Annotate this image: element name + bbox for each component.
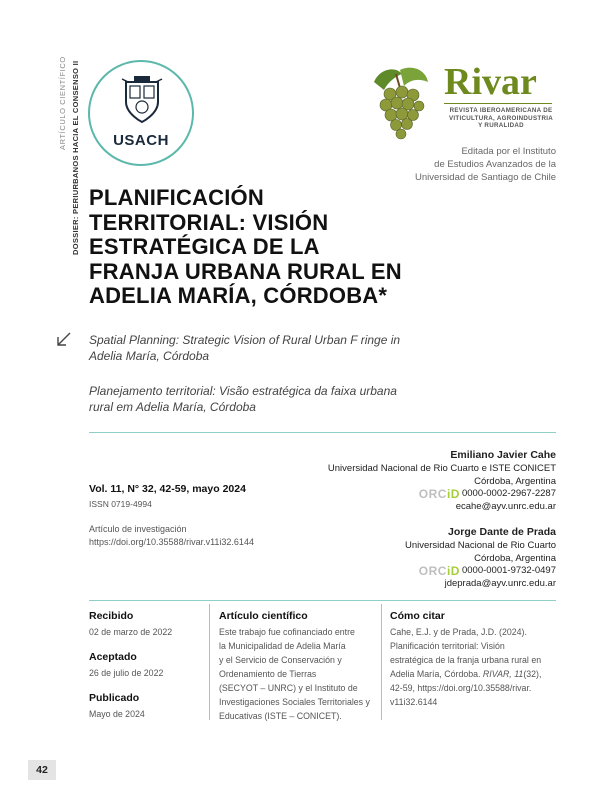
doi-link[interactable]: https://doi.org/10.35588/rivar.v11i32.6144	[89, 537, 254, 547]
citation-label: Cómo citar	[390, 610, 445, 622]
divider	[89, 432, 556, 433]
page-number: 42	[28, 760, 56, 780]
usach-shield-icon	[120, 76, 164, 124]
funding-label: Artículo científico	[219, 610, 308, 622]
grapes-icon	[366, 64, 432, 142]
author-email-link[interactable]: ecahe@ayv.unrc.edu.ar	[455, 500, 556, 512]
column-divider	[381, 604, 382, 720]
received-date: 02 de marzo de 2022	[89, 627, 173, 637]
side-label-article-type: ARTÍCULO CIENTÍFICO	[58, 56, 67, 150]
author-orcid-link[interactable]: 0000-0002-2967-2287	[461, 488, 556, 499]
citation-text: Cahe, E.J. y de Prada, J.D. (2024). Planificación territorial: Visión estratégica de la franja urbana rural en Adelia María, Córdoba. RIVAR, 11(32), 42-59, https://doi.org/10.35588/rivar. v11i32.6144	[390, 627, 542, 707]
orcid-logo: ORCiD	[418, 487, 460, 501]
orcid-logo: ORCiD	[418, 564, 460, 578]
published-date: Mayo de 2024	[89, 709, 145, 719]
volume-info: Vol. 11, N° 32, 42-59, mayo 2024	[89, 483, 246, 495]
usach-logo	[88, 60, 194, 166]
author-orcid-link[interactable]: 0000-0001-9732-0497	[461, 565, 556, 576]
author-affiliation: Universidad Nacional de Rio Cuarto e ISTE CONICET	[327, 463, 556, 474]
article-title: PLANIFICACIÓN TERRITORIAL: VISIÓN ESTRATÉGICA DE LA FRANJA URBANA RURAL EN ADELIA MARÍA, CÓRDOBA*	[89, 185, 402, 308]
alt-title-portuguese: Planejamento territorial: Visão estratégica da faixa urbana rural em Adelia María, Córdoba	[89, 384, 397, 414]
author-name: Jorge Dante de Prada	[448, 526, 556, 538]
arrow-down-left-icon	[55, 330, 73, 348]
rivar-wordmark: Rivar	[444, 61, 537, 103]
received-label: Recibido	[89, 610, 134, 622]
divider	[89, 600, 556, 601]
author-location: Córdoba, Argentina	[474, 475, 556, 487]
published-label: Publicado	[89, 692, 140, 704]
author-block	[328, 447, 556, 513]
article-type: Artículo de investigación	[89, 524, 187, 534]
accepted-date: 26 de julio de 2022	[89, 668, 164, 678]
alt-title-english: Spatial Planning: Strategic Vision of Rural Urban F ringe in Adelia María, Córdoba	[89, 333, 401, 363]
side-label-dossier: DOSSIER: PERIURBANOS HACIA EL CONSENSO II	[71, 60, 80, 255]
rivar-divider	[444, 103, 552, 104]
usach-logo-text: USACH	[113, 132, 169, 149]
column-divider	[209, 604, 210, 720]
edited-by-text: Editada por el Instituto de Estudios Avanzados de la Universidad de Santiago de Chile	[414, 146, 556, 183]
author-email-link[interactable]: jdeprada@ayv.unrc.edu.ar	[444, 577, 556, 589]
funding-text: Este trabajo fue cofinanciado entre la Municipalidad de Adelia María y el Servicio de Conservación y Ordenamiento de Tierras (SECYOT – UNRC) y el Instituto de Investigaciones Sociales Territoriales y Educativas (ISTE – CONICET).	[219, 627, 370, 721]
issn: ISSN 0719-4994	[89, 499, 152, 509]
author-affiliation: Universidad Nacional de Rio Cuarto	[404, 540, 556, 551]
author-block	[405, 524, 556, 590]
accepted-label: Aceptado	[89, 651, 137, 663]
rivar-subtitle: REVISTA IBEROAMERICANA DE VITICULTURA, AGROINDUSTRIA Y RURALIDAD	[448, 107, 554, 129]
author-name: Emiliano Javier Cahe	[450, 449, 556, 461]
author-location: Córdoba, Argentina	[474, 552, 556, 564]
